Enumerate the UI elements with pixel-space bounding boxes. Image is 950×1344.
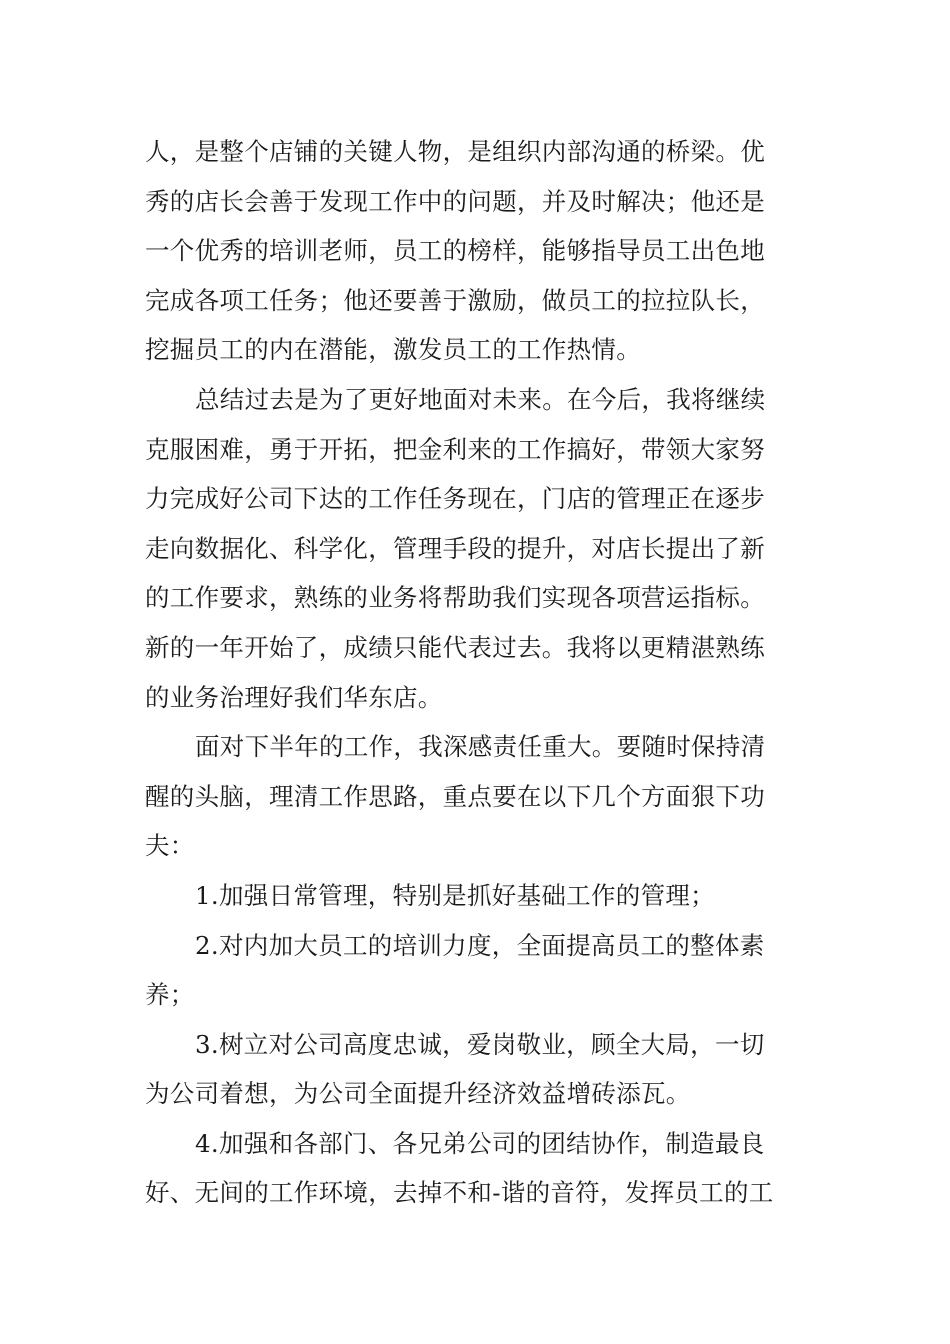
text-line: 3.树立对公司高度忠诚，爱岗敬业，顾全大局，一切 xyxy=(195,1029,765,1059)
list-item-1 xyxy=(145,871,807,921)
list-item-2 xyxy=(145,921,807,1020)
text-line: 的业务治理好我们华东店。 xyxy=(145,682,443,712)
text-line: 挖掘员工的内在潜能，激发员工的工作热情。 xyxy=(145,335,641,365)
text-line: 2.对内加大员工的培训力度，全面提高员工的整体素 xyxy=(195,930,765,960)
text-line: 养； xyxy=(145,980,195,1010)
text-line: 好、无间的工作环境，去掉不和-谐的音符，发挥员工的工 xyxy=(145,1178,774,1208)
text-line: 面对下半年的工作，我深感责任重大。要随时保持清 xyxy=(195,732,766,762)
paragraph-3 xyxy=(145,722,807,871)
text-line: 人，是整个店铺的关键人物，是组织内部沟通的桥梁。优 xyxy=(145,137,765,166)
text-line: 一个优秀的培训老师，员工的榜样，能够指导员工出色地 xyxy=(145,236,765,266)
text-line: 夫： xyxy=(145,831,195,861)
text-line: 的工作要求，熟练的业务将帮助我们实现各项营运指标。 xyxy=(145,583,765,613)
text-line: 克服困难，勇于开拓，把金利来的工作搞好，带领大家努 xyxy=(145,434,765,464)
text-line: 走向数据化、科学化，管理手段的提升，对店长提出了新 xyxy=(145,533,765,563)
text-line: 新的一年开始了，成绩只能代表过去。我将以更精湛熟练 xyxy=(145,632,765,662)
document-body xyxy=(145,127,807,1218)
text-line: 1.加强日常管理，特别是抓好基础工作的管理； xyxy=(195,880,715,910)
text-line: 完成各项工任务；他还要善于激励，做员工的拉拉队长， xyxy=(145,285,765,315)
text-line: 为公司着想，为公司全面提升经济效益增砖添瓦。 xyxy=(145,1079,691,1109)
paragraph-1 xyxy=(145,127,807,375)
list-item-3 xyxy=(145,1020,807,1119)
list-item-4 xyxy=(145,1119,807,1218)
text-line: 总结过去是为了更好地面对未来。在今后，我将继续 xyxy=(195,384,766,414)
text-line: 醒的头脑，理清工作思路，重点要在以下几个方面狠下功 xyxy=(145,781,765,811)
paragraph-2 xyxy=(145,375,807,722)
text-line: 力完成好公司下达的工作任务现在，门店的管理正在逐步 xyxy=(145,484,765,514)
text-line: 4.加强和各部门、各兄弟公司的团结协作，制造最良 xyxy=(195,1128,765,1158)
text-line: 秀的店长会善于发现工作中的问题，并及时解决；他还是 xyxy=(145,186,765,216)
